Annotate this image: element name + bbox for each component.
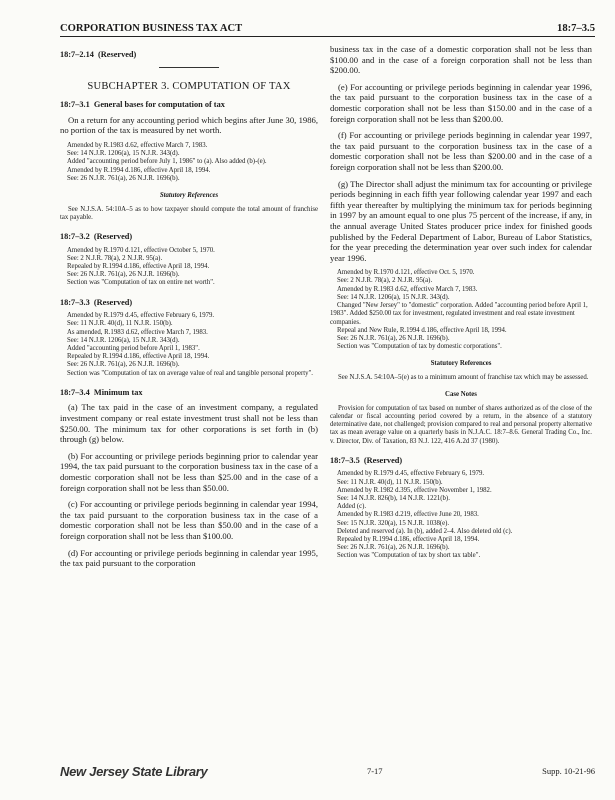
- case-notes-text: Provision for computation of tax based on number of shares authorized as of the close of the calendar or fiscal accounting period covered by a return, in the absence of a statutory determinative date, not challenged; provision compared to real and personal property alternative tax as mean average value on a quarterly basis in N.J.A.C. 18:7–8.6. General Trading Co., Inc. v. Director, Div. of Taxation, 83 N.J. 122, 416 A.2d 37 (1980).: [330, 404, 592, 445]
- running-header: [60, 18, 595, 37]
- statutory-references-text: See N.J.S.A. 54:10A–5(e) as to a minimum amount of franchise tax which may be assessed.: [338, 373, 589, 381]
- page-footer: [60, 760, 595, 782]
- section-18-7-3-4-heading: 18:7–3.4 Minimum tax: [60, 387, 143, 397]
- paragraph-c: (c) For accounting or privilege periods beginning in calendar year 1994, the tax paid pursuant to the corporation business tax in the case of a domestic corporation shall not be less than $50.00 and in the case of a foreign corporation shall not be less than $100.00.: [60, 499, 318, 541]
- section-divider: [159, 67, 219, 68]
- statutory-references-heading: Statutory References: [159, 191, 219, 199]
- history-notes: Amended by R.1970 d.121, effective Oct. 5, 1970. See: 2 N.J.R. 78(a), 2 N.J.R. 95(a). Amended by R.1983 d.62, effective March 7, 1983. See: 14 N.J.R. 1206(a), 15 N.J.R. 343(d). Changed "New Jersey" to "domestic" corporation. Added "accounting period before April 1, 1983". Added $250.00 tax for investment, regulated investment and real estate investment companies. Repeal and New Rule, R.1994 d.186, effective April 18, 1994. See: 26 N.J.R. 761(a), 26 N.J.R. 1696(b). Section was "Computation of tax by domestic corporations".: [330, 269, 588, 351]
- paragraph-d-continued: business tax in the case of a domestic corporation shall not be less than $100.00 and in the case of a foreign corporation shall not be less than $200.00.: [330, 44, 592, 76]
- section-18-7-3-1-heading: 18:7–3.1 General bases for computation of tax: [60, 100, 225, 110]
- section-text: On a return for any accounting period which begins after June 30, 1986, no portion of the tax is measured by net worth.: [60, 114, 318, 136]
- supplement-date: Supp. 10-21-96: [542, 766, 595, 776]
- history-notes: Amended by R.1979 d.45, effective February 6, 1979. See: 11 N.J.R. 40(d), 11 N.J.R. 150(b). Amended by R.1982 d.395, effective November 1, 1982. See: 14 N.J.R. 826(b), 14 N.J.R. 1221(b). Added (c). Amended by R.1983 d.219, effective June 20, 1983. See: 15 N.J.R. 320(a), 15 N.J.R. 1038(e). Deleted and reserved (a). In (b), added 2–4. Also deleted old (c). Repealed by R.1994 d.186, effective April 18, 1994. See: 26 N.J.R. 761(a), 26 N.J.R. 1696(b). Section was "Computation of tax by short tax table".: [337, 470, 513, 560]
- paragraph-b: (b) For accounting or privilege periods beginning prior to calendar year 1994, the tax paid pursuant to the corporation business tax in the case of a domestic corporation shall not be less than $25.00 and in the case of a foreign corporation shall not be less than $50.00.: [60, 450, 318, 493]
- right-column: [330, 44, 592, 561]
- subchapter-title: SUBCHAPTER 3. COMPUTATION OF TAX: [87, 80, 291, 92]
- paragraph-d: (d) For accounting or privilege periods beginning in calendar year 1995, the tax paid pursuant to the corporation: [60, 547, 318, 569]
- history-notes: Amended by R.1970 d.121, effective October 5, 1970. See: 2 N.J.R. 78(a), 2 N.J.R. 95(a). Repealed by R.1994 d.186, effective April 18, 1994. See: 26 N.J.R. 761(a), 26 N.J.R. 1696(b). Section was "Computation of tax on entire net worth".: [67, 246, 215, 287]
- statutory-references-text: See N.J.S.A. 54:10A–5 as to how taxpayer should compute the total amount of franchise tax payable.: [60, 205, 318, 221]
- paragraph-e: (e) For accounting or privilege periods beginning in calendar year 1996, the tax paid pursuant to the corporation business tax in the case of a domestic corporation shall not be less than $150.00 and in the case of a foreign corporation shall not be less than $200.00.: [330, 81, 592, 124]
- left-column: [60, 44, 318, 575]
- section-18-7-3-2-heading: 18:7–3.2 (Reserved): [60, 231, 133, 241]
- case-notes-heading: Case Notes: [445, 391, 477, 399]
- section-18-7-3-3-heading: 18:7–3.3 (Reserved): [60, 297, 133, 307]
- section-18-7-3-5-heading: 18:7–3.5 (Reserved): [330, 455, 403, 465]
- history-notes: Amended by R.1979 d.45, effective February 6, 1979. See: 11 N.J.R. 40(d), 11 N.J.R. 150(b). As amended, R.1983 d.62, effective March 7, 1983. See: 14 N.J.R. 1206(a), 15 N.J.R. 343(d). Added "accounting period before April 1, 1983". Repealed by R.1994 d.186, effective April 18, 1994. See: 26 N.J.R. 761(a), 26 N.J.R. 1696(b). Section was "Computation of tax on average value of real and tangible personal property".: [67, 312, 314, 377]
- paragraph-g: (g) The Director shall adjust the minimum tax for accounting or privilege periods beginning in each fifth year following calendar year 1997 and each fifth year thereafter by multiplying the minimum tax for periods beginning in 1997 by an amount equal to one plus 75 percent of the increase, if any, in the annual average United States producer price index for finished goods published by the Federal Department of Labor, Bureau of Labor Statistics, for the year preceding the determination year over such index for calendar year 1996.: [330, 178, 592, 263]
- library-stamp: New Jersey State Library: [60, 763, 208, 779]
- section-18-7-2-14-heading: 18:7–2.14 (Reserved): [60, 50, 137, 59]
- page-number: 7-17: [366, 766, 383, 776]
- header-section-range: 18:7–3.5: [557, 23, 595, 34]
- statutory-references-heading: Statutory References: [430, 360, 492, 368]
- paragraph-f: (f) For accounting or privilege periods beginning in calendar year 1997, the tax paid pursuant to the corporation business tax in the case of a domestic corporation shall not be less than $200.00 and in the case of a foreign corporation shall not be less than $200.00.: [330, 130, 592, 172]
- header-title: CORPORATION BUSINESS TAX ACT: [60, 23, 243, 34]
- history-notes: Amended by R.1983 d.62, effective March 7, 1983. See: 14 N.J.R. 1206(a), 15 N.J.R. 343(d). Added "accounting period before July 1, 1986" to (a). Also added (b)-(e). Amended by R.1994 d.186, effective April 18, 1994. See: 26 N.J.R. 761(a), 26 N.J.R. 1696(b).: [67, 141, 267, 182]
- paragraph-a: (a) The tax paid in the case of an investment company, a regulated investment company or real estate investment trust shall not be less than $250.00. The minimum tax for other corporations is set forth in (b) through (g) below.: [60, 402, 318, 445]
